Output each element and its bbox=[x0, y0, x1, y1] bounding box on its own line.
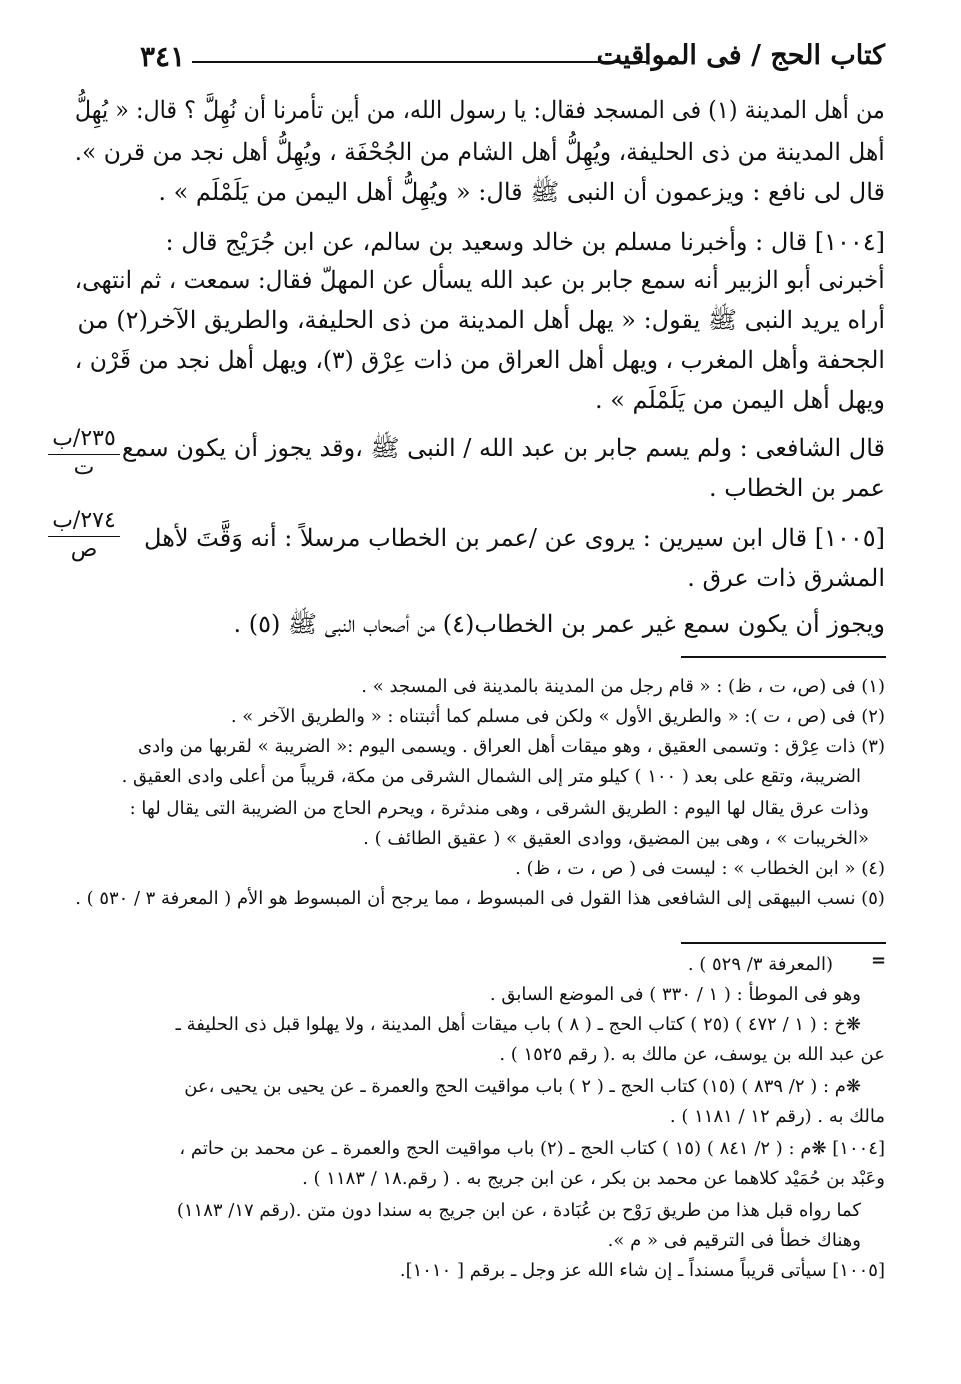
text-line: المشرق ذات عرق . bbox=[687, 564, 885, 592]
continuation-mark: = bbox=[871, 950, 887, 971]
page-header bbox=[140, 40, 885, 80]
footnote-line: وذات عرق يقال لها اليوم : الطريق الشرقى ، وهى مندثرة ، ويحرم الحاج من الضريبة التى يقال لها : bbox=[129, 798, 869, 819]
text-line: [١٠٠٥] قال ابن سيرين : يروى عن /عمر بن الخطاب مرسلاً : أنه وَقَّتَ لأهل bbox=[144, 524, 885, 552]
footnote-line: (٢) فى (ص ، ت ): « والطريق الأول » ولكن فى مسلم كما أثبتناه : « والطريق الآخر » . bbox=[230, 706, 885, 727]
takhrij-line: ❋خ : ( ١ / ٤٧٢ ) (٢٥ ) كتاب الحج ـ ( ٨ ) باب ميقات أهل المدينة ، ولا يهلوا قبل ذى الحليفة ـ bbox=[175, 1014, 861, 1035]
takhrij-line: عن عبد الله بن يوسف، عن مالك به .( رقم ١٥٢٥ ) . bbox=[499, 1044, 885, 1065]
text-line: من أهل المدينة (١) فى المسجد فقال: يا رسول الله، من أين تأمرنا أن نُهِلَّ ؟ قال: « يُهِلُّ bbox=[75, 96, 885, 124]
text-line: أهل المدينة من ذى الحليفة، ويُهِلُّ أهل الشام من الجُحْفَة ، ويُهِلُّ أهل نجد من قرن ». bbox=[74, 138, 885, 166]
footnote-line: (٥) نسب البيهقى إلى الشافعى هذا القول فى المبسوط ، مما يرجح أن المبسوط هو الأم ( المعرفة ٣ / ٥٣٠ ) . bbox=[75, 888, 885, 909]
margin-ref-siglum: ص bbox=[70, 537, 98, 562]
margin-reference bbox=[48, 426, 120, 481]
text-line: أخبرنى أبو الزبير أنه سمع جابر بن عبد الله يسأل عن المهلّ فقال: سمعت ، ثم انتهى، bbox=[74, 266, 885, 294]
running-title: كتاب الحج / فى المواقيت bbox=[596, 40, 885, 71]
margin-reference bbox=[48, 508, 120, 563]
footnote-line: «الخريبات » ، وهى بين المضيق، ووادى العقيق » ( عقيق الطائف ) . bbox=[363, 828, 869, 849]
text-line: ويهل أهل اليمن من يَلَمْلَم » . bbox=[594, 386, 885, 414]
takhrij-line: مالك به . (رقم ١٢ / ١١٨١ ) . bbox=[669, 1106, 885, 1127]
text-line: أراه يريد النبى ﷺ يقول: « يهل أهل المدينة من ذى الحليفة، والطريق الآخر(٢) من bbox=[77, 306, 885, 334]
takhrij-line: (المعرفة ٣/ ٥٢٩ ) . bbox=[687, 954, 833, 975]
takhrij-line: [١٠٠٤] ❋م : ( ٢/ ٨٤١ ) (١٥ ) كتاب الحج ـ (٢) باب مواقيت الحج والعمرة ـ عن محمد بن حاتم ، bbox=[179, 1138, 885, 1159]
margin-ref-siglum: ت bbox=[73, 455, 95, 480]
margin-ref-folio: ٢٧٤/ب bbox=[48, 508, 120, 537]
text-line: عمر بن الخطاب . bbox=[709, 474, 885, 502]
takhrij-line: وهناك خطأ فى الترقيم فى « م ». bbox=[607, 1230, 861, 1251]
takhrij-line: وهو فى الموطأ : ( ١ / ٣٣٠ ) فى الموضع السابق . bbox=[489, 984, 861, 1005]
margin-ref-folio: ٢٣٥/ب bbox=[48, 426, 120, 455]
header-rule bbox=[192, 61, 647, 63]
takhrij-line: وعَبْد بن حُمَيْد كلاهما عن محمد بن بكر ، عن ابن جريج به . ( رقم.١٨ / ١١٨٣ ) . bbox=[302, 1168, 885, 1189]
footnote-line: (٣) ذات عِرْق : وتسمى العقيق ، وهو ميقات أهل العراق . ويسمى اليوم :« الضريبة » لقربها من وادى bbox=[138, 736, 885, 757]
footnote-line: (٤) « ابن الخطاب » : ليست فى ( ص ، ت ، ظ) . bbox=[515, 858, 885, 879]
text-line: قال الشافعى : ولم يسم جابر بن عبد الله / النبى ﷺ ،وقد يجوز أن يكون سمع bbox=[121, 434, 885, 462]
takhrij-line: ❋م : ( ٢/ ٨٣٩ ) (١٥) كتاب الحج ـ ( ٢ ) باب مواقيت الحج والعمرة ـ عن يحيى بن يحيى ،عن bbox=[184, 1076, 861, 1097]
page-number: ٣٤١ bbox=[140, 40, 186, 73]
takhrij-line: كما رواه قبل هذا من طريق رَوْح بن عُبَادة ، عن ابن جريج به سندا دون متن .(رقم ١٧/ ١١٨٣) bbox=[176, 1200, 861, 1221]
text-line: [١٠٠٤] قال : وأخبرنا مسلم بن خالد وسعيد بن سالم، عن ابن جُرَيْج قال : bbox=[165, 228, 885, 256]
takhrij-separator bbox=[681, 942, 886, 944]
footnote-line: (١) فى (ص، ت ، ظ) : « قام رجل من المدينة بالمدينة فى المسجد » . bbox=[361, 676, 885, 697]
text-line: ويجوز أن يكون سمع غير عمر بن الخطاب(٤) من أصحاب النبى ﷺ (٥) . bbox=[233, 610, 885, 638]
takhrij-line: [١٠٠٥] سيأتى قريباً مسنداً ـ إن شاء الله عز وجل ـ برقم [ ١٠١٠]. bbox=[399, 1260, 885, 1281]
text-line: قال لى نافع : ويزعمون أن النبى ﷺ قال: « ويُهِلُّ أهل اليمن من يَلَمْلَم » . bbox=[158, 178, 885, 206]
text-line: الجحفة وأهل المغرب ، ويهل أهل العراق من ذات عِرْق (٣)، ويهل أهل نجد من قَرْن ، bbox=[74, 346, 885, 374]
footnote-separator bbox=[681, 656, 886, 658]
footnote-line: الضريبة، وتقع على بعد ( ١٠٠ ) كيلو متر إلى الشمال الشرقى من مكة، قريباً من أعلى وادى العقيق . bbox=[121, 766, 861, 787]
